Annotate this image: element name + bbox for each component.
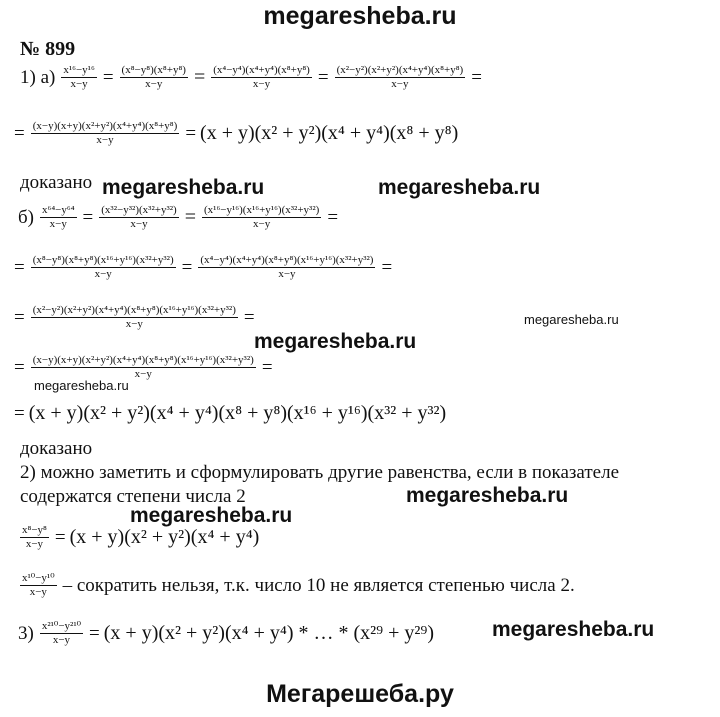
part1a-label: 1) а) bbox=[20, 66, 56, 88]
watermark-link[interactable]: megaresheba.ru bbox=[406, 484, 569, 507]
watermark-link[interactable]: megaresheba.ru bbox=[524, 312, 619, 327]
watermark-link[interactable]: megaresheba.ru bbox=[378, 176, 541, 199]
part1a-line2: = $\frac{\text{(x−y)(x+y)(x²+y²)(x⁴+y⁴)(x⁸+y⁸)}}{x-y}$ = (x + y)(x² + y²)(x⁴ + y⁴)(x⁸ + y⁸) bbox=[14, 120, 459, 146]
part2-line2: содержатся степени числа 2 bbox=[20, 486, 246, 507]
fraction: $\frac{\text{(x⁴−y⁴)(x⁴+y⁴)(x⁸+y⁸)}}{x-y}$ bbox=[213, 64, 310, 90]
part1a-line1: 1) а) $\frac{\text{x¹⁶−y¹⁶}}{x-y}$ = $\frac{\text{(x⁸−y⁸)(x⁸+y⁸)}}{x-y}$ = $\frac{\text{(x⁴−y⁴)(x⁴+y⁴)(x⁸+y⁸)}}{x-y}$ = $\frac{\text{(x²−y²)(x²+y²)(x⁴+y⁴)(x⁸+y⁸)}}{x-y}$ = bbox=[20, 64, 482, 90]
part1b-line2: = $\frac{\text{(x⁸−y⁸)(x⁸+y⁸)(x¹⁶+y¹⁶)(x³²+y³²)}}{x-y}$ = $\frac{\text{(x⁴−y⁴)(x⁴+y⁴)(x⁸+y⁸)(x¹⁶+y¹⁶)(x³²+y³²)}}{x-y}$ = bbox=[14, 254, 393, 280]
part1b-result-line: = (x + y)(x² + y²)(x⁴ + y⁴)(x⁸ + y⁸)(x¹⁶ + y¹⁶)(x³² + y³²) bbox=[14, 402, 447, 424]
fraction: $\frac{\text{(x−y)(x+y)(x²+y²)(x⁴+y⁴)(x⁸+y⁸)}}{x-y}$ bbox=[32, 120, 178, 146]
fraction: $\frac{\text{(x²−y²)(x²+y²)(x⁴+y⁴)(x⁸+y⁸)(x¹⁶+y¹⁶)(x³²+y³²)}}{x-y}$ bbox=[32, 304, 236, 330]
part1b-line1: б) $\frac{\text{x⁶⁴−y⁶⁴}}{x-y}$ = $\frac{\text{(x³²−y³²)(x³²+y³²)}}{x-y}$ = $\frac{\text{(x¹⁶−y¹⁶)(x¹⁶+y¹⁶)(x³²+y³²)}}{x-y}$ = bbox=[18, 204, 339, 230]
fraction: $\frac{\text{x¹⁰−y¹⁰}}{x-y}$ bbox=[22, 572, 55, 598]
part2-line1: 2) можно заметить и сформулировать другие равенства, если в показателе bbox=[20, 462, 620, 483]
part1b-line4: = $\frac{\text{(x−y)(x+y)(x²+y²)(x⁴+y⁴)(x⁸+y⁸)(x¹⁶+y¹⁶)(x³²+y³²)}}{x-y}$ = bbox=[14, 354, 273, 380]
fraction: $\frac{\text{(x¹⁶−y¹⁶)(x¹⁶+y¹⁶)(x³²+y³²)}}{x-y}$ bbox=[204, 204, 320, 230]
part3-eq: 3) $\frac{\text{x²¹⁰−y²¹⁰}}{x-y}$ = (x + y)(x² + y²)(x⁴ + y⁴) * … * (x²⁹ + y²⁹) bbox=[18, 620, 435, 646]
part2-eq1: $\frac{\text{x⁸−y⁸}}{x-y}$ = (x + y)(x² + y²)(x⁴ + y⁴) bbox=[22, 524, 260, 550]
fraction: $\frac{\text{x⁸−y⁸}}{x-y}$ bbox=[22, 524, 47, 550]
fraction: $\frac{\text{(x⁴−y⁴)(x⁴+y⁴)(x⁸+y⁸)(x¹⁶+y¹⁶)(x³²+y³²)}}{x-y}$ bbox=[200, 254, 374, 280]
part1b-result: (x + y)(x² + y²)(x⁴ + y⁴)(x⁸ + y⁸)(x¹⁶ + y¹⁶)(x³² + y³²) bbox=[28, 402, 447, 424]
proved-text-2: доказано bbox=[20, 438, 93, 459]
part1a-result: (x + y)(x² + y²)(x⁴ + y⁴)(x⁸ + y⁸) bbox=[200, 122, 459, 144]
watermark-link[interactable]: megaresheba.ru bbox=[34, 378, 129, 393]
header-watermark[interactable]: megaresheba.ru bbox=[263, 2, 457, 30]
watermark-link[interactable]: megaresheba.ru bbox=[254, 330, 417, 353]
problem-number: № 899 bbox=[20, 38, 76, 60]
fraction: $\frac{\text{x¹⁶−y¹⁶}}{x-y}$ bbox=[63, 64, 95, 90]
fraction: $\frac{\text{x⁶⁴−y⁶⁴}}{x-y}$ bbox=[42, 204, 75, 230]
watermark-link[interactable]: megaresheba.ru bbox=[130, 504, 293, 527]
watermark-link[interactable]: megaresheba.ru bbox=[102, 176, 265, 199]
watermark-link[interactable]: megaresheba.ru bbox=[492, 618, 655, 641]
footer-watermark[interactable]: Мегарешеба.ру bbox=[266, 680, 454, 708]
fraction: $\frac{\text{(x³²−y³²)(x³²+y³²)}}{x-y}$ bbox=[101, 204, 177, 230]
fraction: $\frac{\text{x²¹⁰−y²¹⁰}}{x-y}$ bbox=[41, 620, 82, 646]
fraction: $\frac{\text{(x−y)(x+y)(x²+y²)(x⁴+y⁴)(x⁸+y⁸)(x¹⁶+y¹⁶)(x³²+y³²)}}{x-y}$ bbox=[32, 354, 254, 380]
fraction: $\frac{\text{(x⁸−y⁸)(x⁸+y⁸)(x¹⁶+y¹⁶)(x³²+y³²)}}{x-y}$ bbox=[32, 254, 174, 280]
fraction: $\frac{\text{(x⁸−y⁸)(x⁸+y⁸)}}{x-y}$ bbox=[121, 64, 186, 90]
fraction: $\frac{\text{(x²−y²)(x²+y²)(x⁴+y⁴)(x⁸+y⁸)}}{x-y}$ bbox=[336, 64, 464, 90]
proved-text-1: доказано bbox=[20, 172, 93, 193]
part2-eq2: $\frac{\text{x¹⁰−y¹⁰}}{x-y}$ – сократить нельзя, т.к. число 10 не является степенью числа 2. bbox=[22, 572, 575, 598]
part1b-line3: = $\frac{\text{(x²−y²)(x²+y²)(x⁴+y⁴)(x⁸+y⁸)(x¹⁶+y¹⁶)(x³²+y³²)}}{x-y}$ = bbox=[14, 304, 255, 330]
